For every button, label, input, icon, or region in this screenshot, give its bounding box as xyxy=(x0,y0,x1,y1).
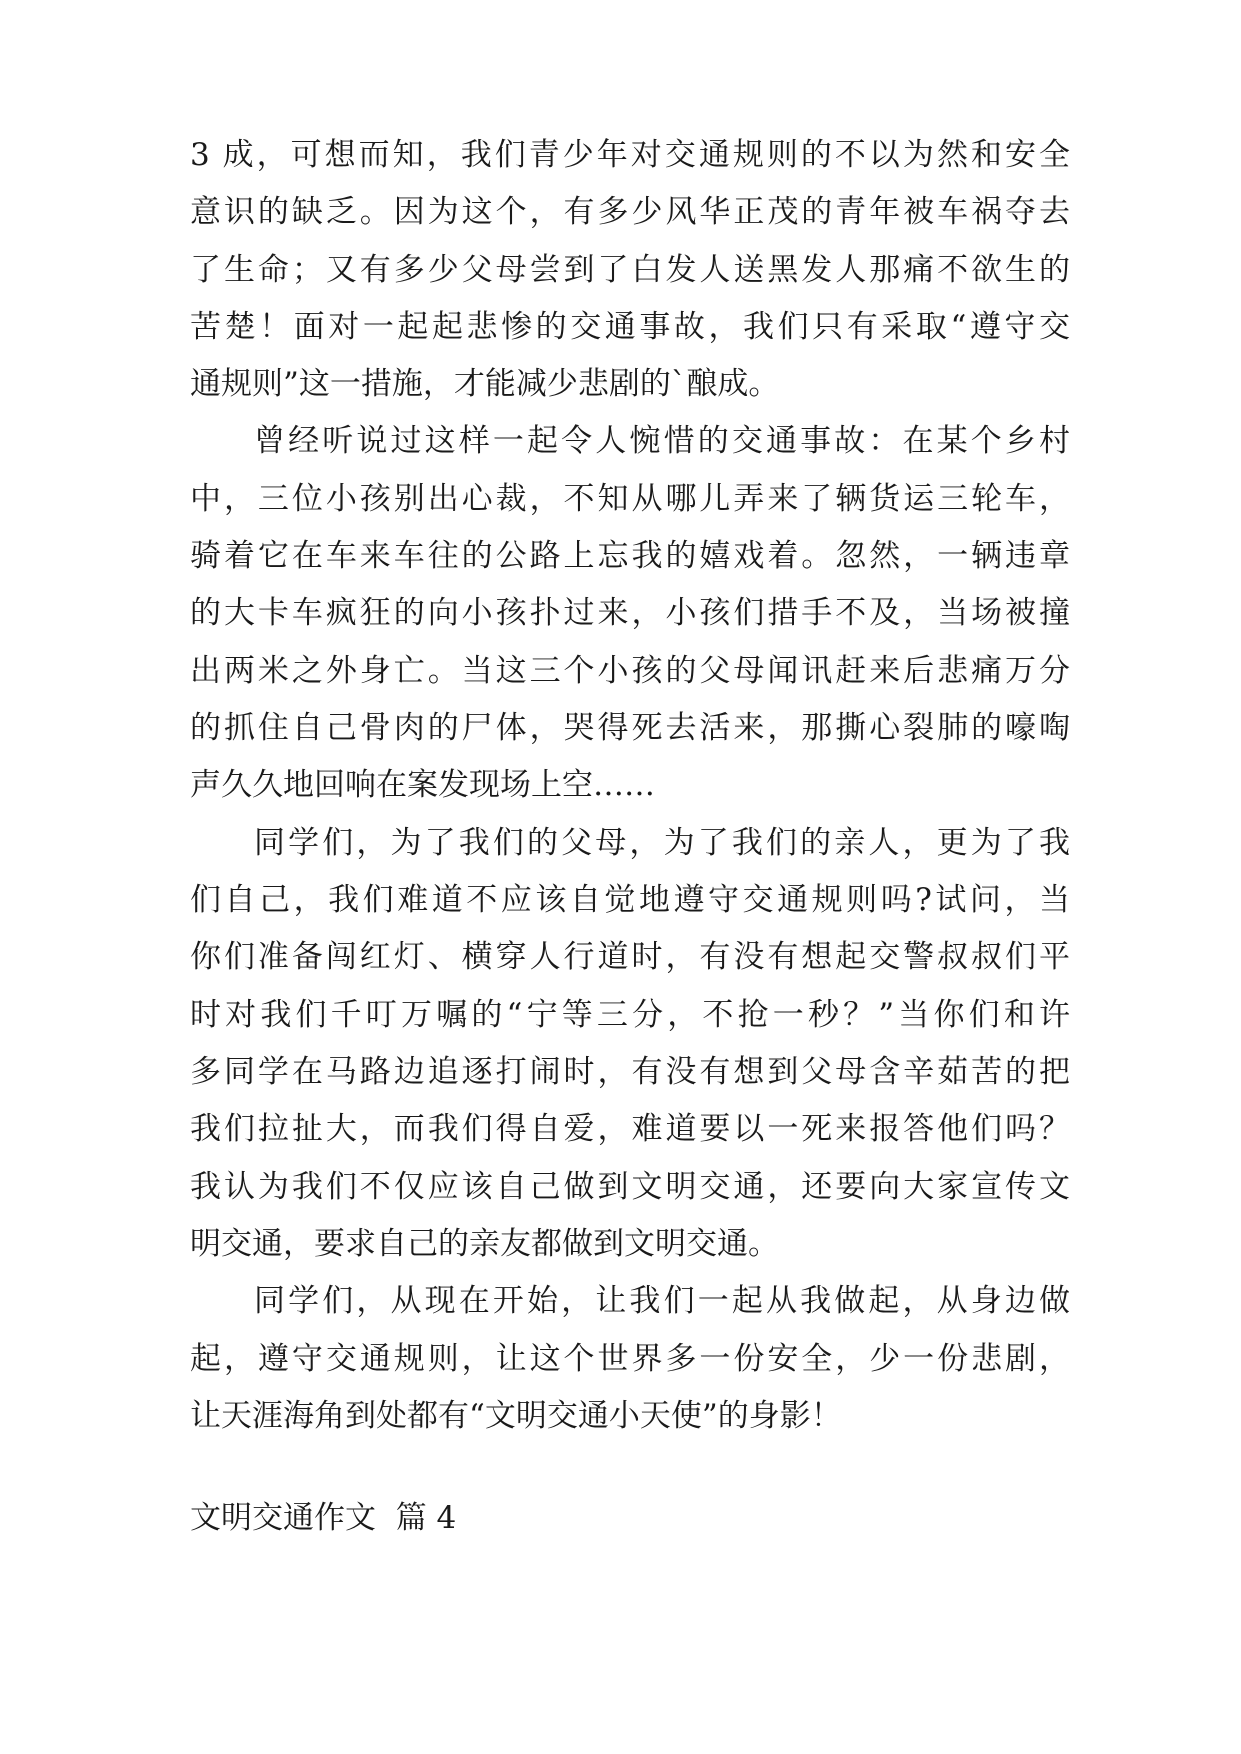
text-line: 多同学在马路边追逐打闹时，有没有想到父母含辛茹苦的把 xyxy=(190,1054,1070,1090)
text-line: 通规则”这一措施，才能减少悲剧的`酿成。 xyxy=(190,366,780,402)
text-line: 你们准备闯红灯、横穿人行道时，有没有想起交警叔叔们平 xyxy=(190,939,1070,975)
section-heading: 文明交通作文 篇 4 xyxy=(190,1500,457,1536)
paragraph-first-line: 同学们，为了我们的父母，为了我们的亲人，更为了我 xyxy=(254,825,1070,861)
text-line: 苦楚！面对一起起悲惨的交通事故，我们只有采取“遵守交 xyxy=(190,309,1070,345)
paragraph-first-line: 曾经听说过这样一起令人惋惜的交通事故：在某个乡村 xyxy=(254,423,1070,459)
text-line: 起，遵守交通规则，让这个世界多一份安全，少一份悲剧， xyxy=(190,1341,1070,1377)
text-line: 的抓住自己骨肉的尸体，哭得死去活来，那撕心裂肺的嚎啕 xyxy=(190,710,1070,746)
text-line: 们自己，我们难道不应该自觉地遵守交通规则吗?试问，当 xyxy=(190,882,1070,918)
text-line: 的大卡车疯狂的向小孩扑过来，小孩们措手不及，当场被撞 xyxy=(190,595,1070,631)
text-line: 我们拉扯大，而我们得自爱，难道要以一死来报答他们吗？ xyxy=(190,1111,1070,1147)
text-line: 出两米之外身亡。当这三个小孩的父母闻讯赶来后悲痛万分 xyxy=(190,653,1070,689)
text-line: 我认为我们不仅应该自己做到文明交通，还要向大家宣传文 xyxy=(190,1169,1070,1205)
text-line: 时对我们千叮万嘱的“宁等三分，不抢一秒？”当你们和许 xyxy=(190,997,1070,1033)
text-line: 让天涯海角到处都有“文明交通小天使”的身影！ xyxy=(190,1398,842,1434)
text-line: 3 成，可想而知，我们青少年对交通规则的不以为然和安全 xyxy=(190,137,1070,173)
text-line: 明交通，要求自己的亲友都做到文明交通。 xyxy=(190,1226,779,1262)
text-line: 声久久地回响在案发现场上空…… xyxy=(190,767,655,803)
text-line: 中，三位小孩别出心裁，不知从哪儿弄来了辆货运三轮车， xyxy=(190,481,1070,517)
text-line: 骑着它在车来车往的公路上忘我的嬉戏着。忽然，一辆违章 xyxy=(190,538,1070,574)
paragraph-first-line: 同学们，从现在开始，让我们一起从我做起，从身边做 xyxy=(254,1283,1070,1319)
text-line: 意识的缺乏。因为这个，有多少风华正茂的青年被车祸夺去 xyxy=(190,194,1070,230)
text-line: 了生命；又有多少父母尝到了白发人送黑发人那痛不欲生的 xyxy=(190,252,1070,288)
